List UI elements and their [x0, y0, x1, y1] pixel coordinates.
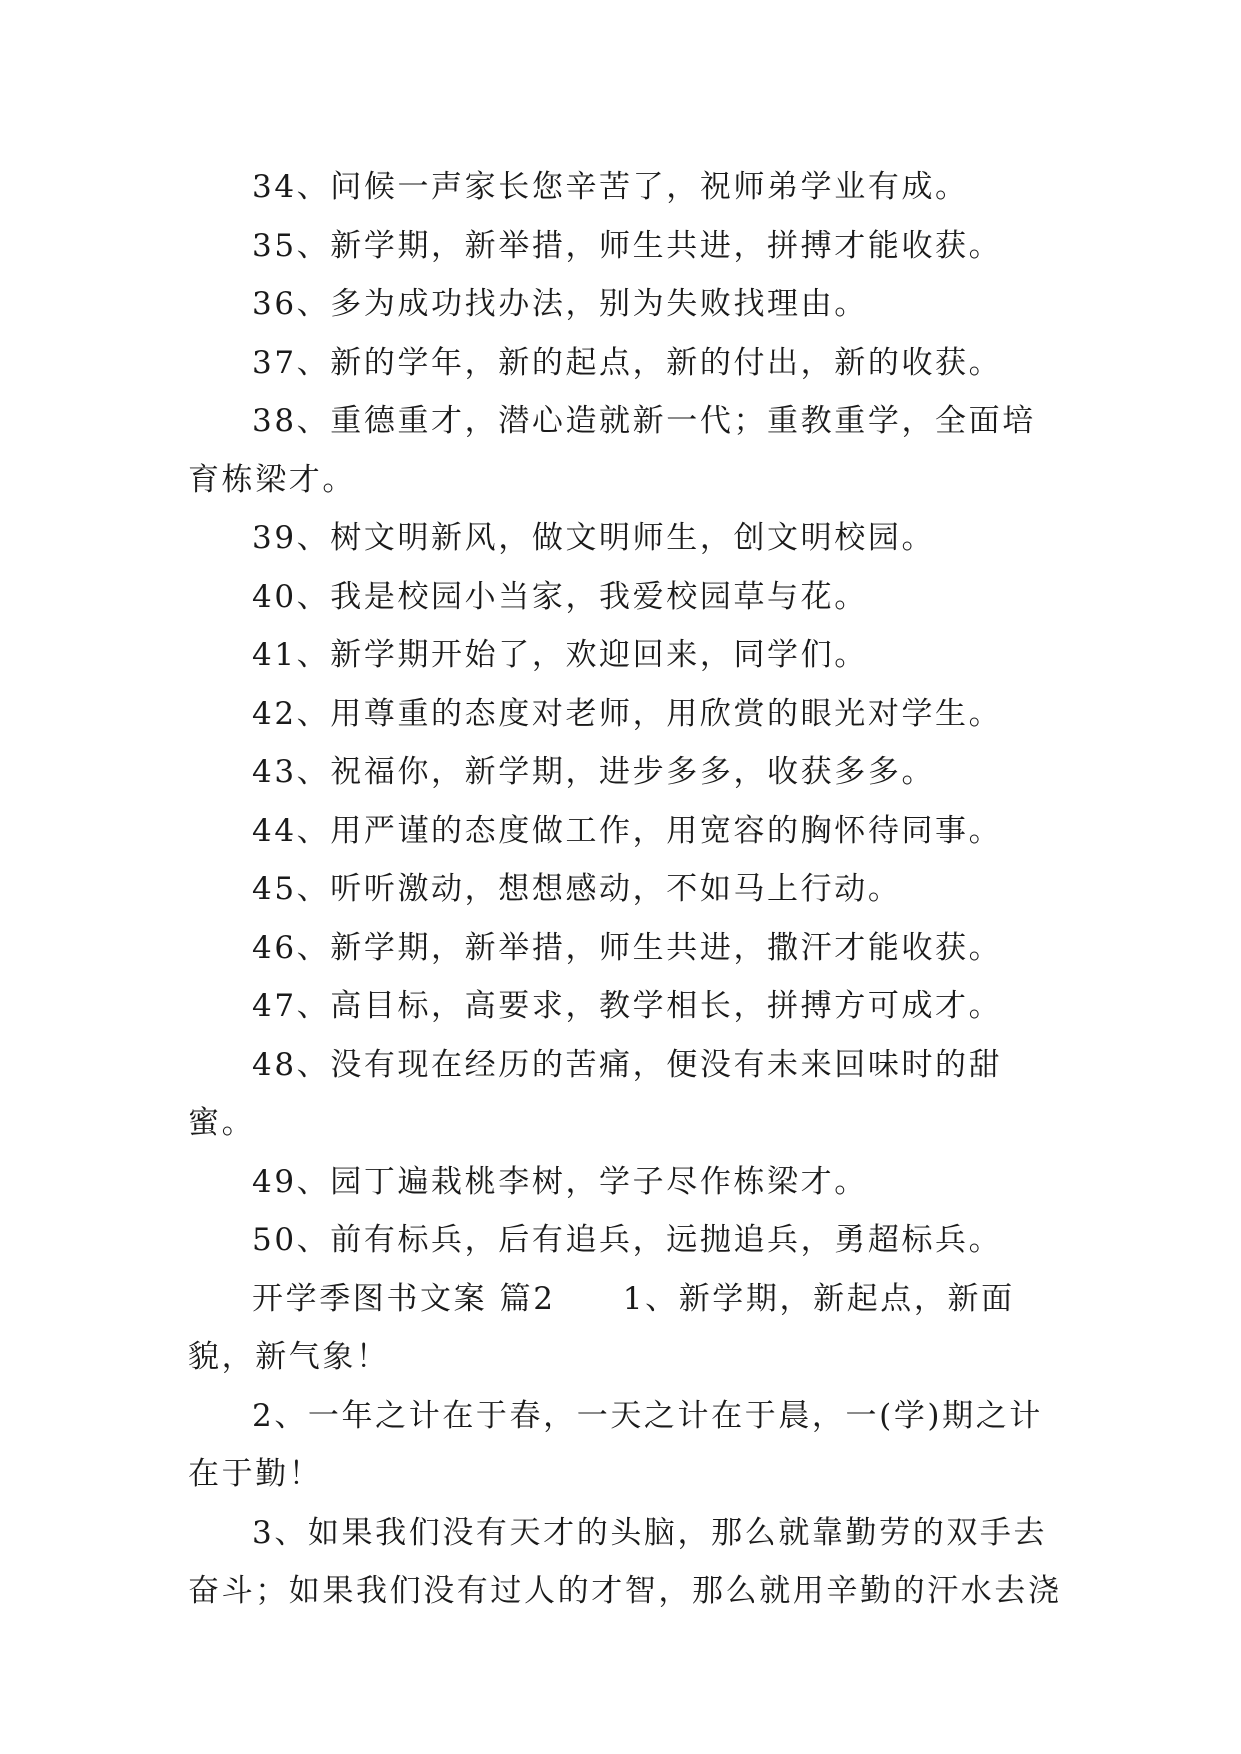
paragraph-40: 40、我是校园小当家，我爱校园草与花。: [252, 578, 868, 615]
section-heading-paragraph: 开学季图书文案 篇2 1、新学期，新起点，新面貌，新气象！: [188, 1280, 1015, 1375]
paragraph-49: 49、园丁遍栽桃李树，学子尽作栋梁才。: [252, 1163, 868, 1200]
paragraph-46: 46、新学期，新举措，师生共进，撒汗才能收获。: [252, 929, 1003, 966]
paragraph-47: 47、高目标，高要求，教学相长，拼搏方可成才。: [252, 988, 1003, 1024]
paragraph-48: 48、没有现在经历的苦痛，便没有未来回味时的甜蜜。: [188, 1046, 1003, 1141]
paragraph-2: 2、一年之计在于春，一天之计在于晨，一(学)期之计在于勤！: [188, 1397, 1043, 1492]
paragraph-36: 36、多为成功找办法，别为失败找理由。: [252, 286, 868, 322]
paragraph-39: 39、树文明新风，做文明师生，创文明校园。: [252, 520, 936, 556]
paragraph-45: 45、听听激动，想想感动，不如马上行动。: [252, 871, 902, 907]
paragraph-44: 44、用严谨的态度做工作，用宽容的胸怀待同事。: [252, 812, 1003, 849]
paragraph-34: 34、问候一声家长您辛苦了，祝师弟学业有成。: [252, 169, 969, 205]
paragraph-43: 43、祝福你，新学期，进步多多，收获多多。: [252, 754, 936, 790]
paragraph-38: 38、重德重才，潜心造就新一代；重教重学，全面培育栋梁才。: [188, 403, 1036, 498]
paragraph-35: 35、新学期，新举措，师生共进，拼搏才能收获。: [252, 227, 1003, 264]
paragraph-50: 50、前有标兵，后有追兵，远抛追兵，勇超标兵。: [252, 1222, 1003, 1258]
paragraph-41: 41、新学期开始了，欢迎回来，同学们。: [252, 637, 868, 673]
document-body: [188, 158, 1068, 1621]
paragraph-3: 3、如果我们没有天才的头脑，那么就靠勤劳的双手去奋斗；如果我们没有过人的才智，那么就用辛勤的汗水去浇: [188, 1514, 1062, 1609]
paragraph-42: 42、用尊重的态度对老师，用欣赏的眼光对学生。: [252, 695, 1003, 732]
paragraph-37: 37、新的学年，新的起点，新的付出，新的收获。: [252, 344, 1003, 381]
